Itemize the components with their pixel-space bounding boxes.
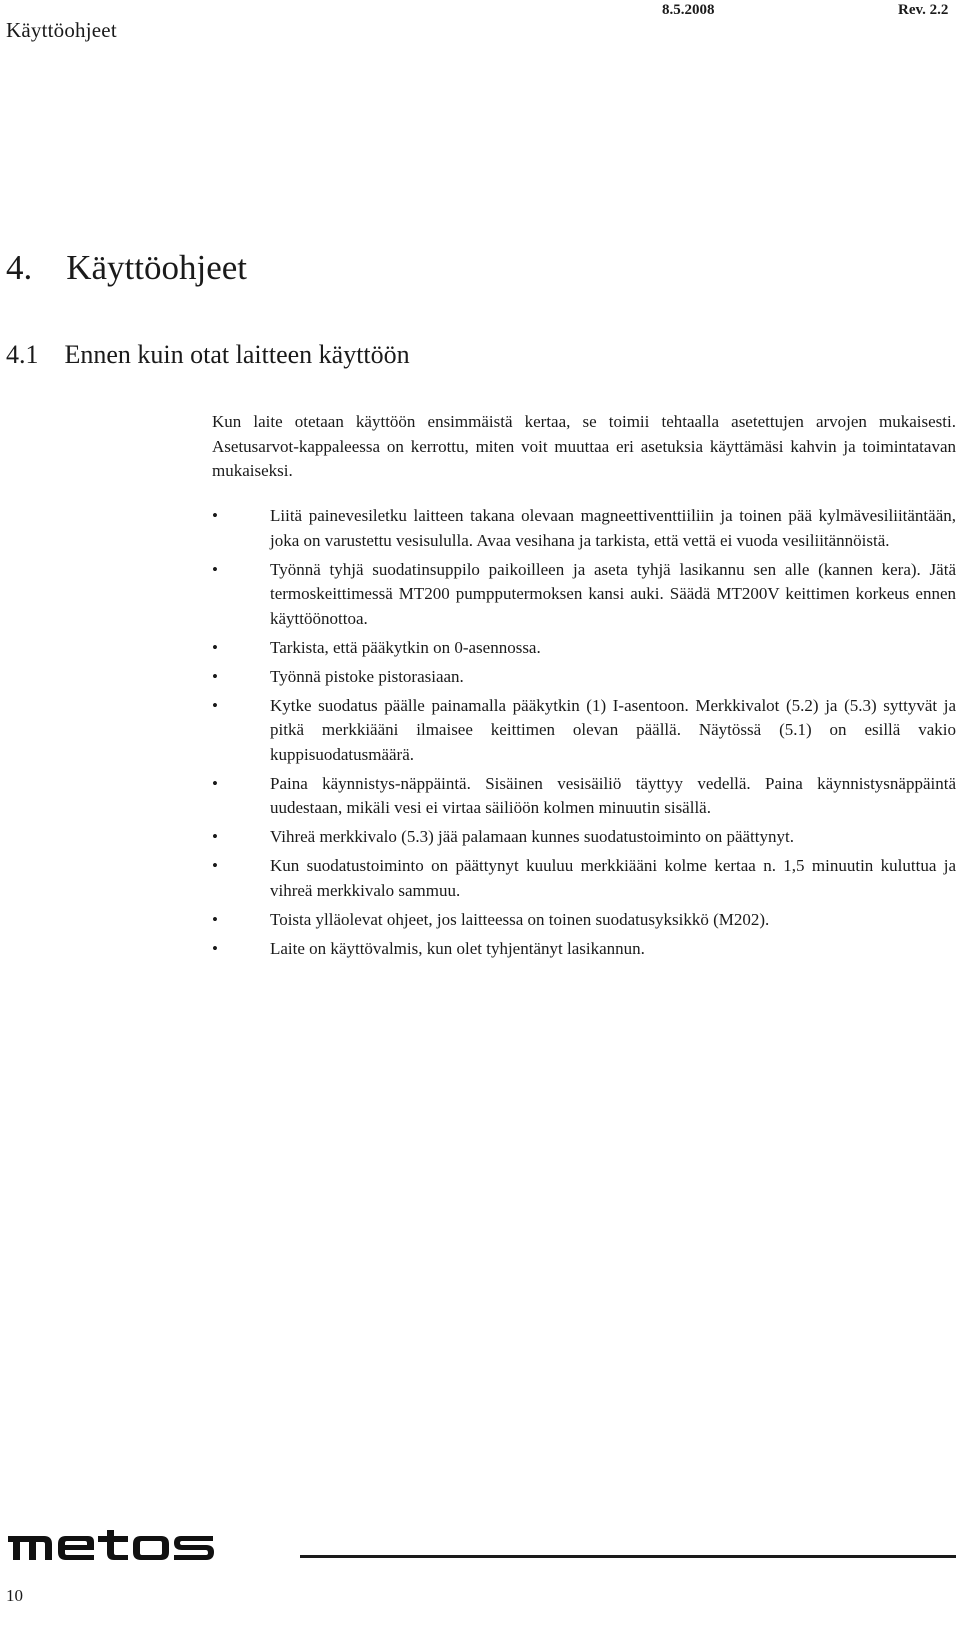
- section-number: 4.1: [6, 340, 39, 369]
- bullet-icon: •: [212, 938, 218, 958]
- list-item: [212, 636, 956, 661]
- bullet-icon: •: [212, 695, 218, 715]
- list-item: [212, 854, 956, 903]
- bullet-icon: •: [212, 773, 218, 793]
- bullet-icon: •: [212, 856, 218, 875]
- bullet-icon: •: [212, 909, 218, 929]
- list-item: [212, 772, 956, 821]
- list-item-text: Kun suodatustoiminto on päättynyt kuuluu merkkiääni kolme kertaa n. 1,5 minuutin kuluttua ja vihreä merkkivalo sammuu.: [270, 856, 956, 900]
- bullet-icon: •: [212, 559, 218, 579]
- chapter-heading: [6, 248, 247, 288]
- list-item-text: Paina käynnistys-näppäintä. Sisäinen vesisäiliö täyttyy vedellä. Paina käynnistysnäppäintä uudestaan, mikäli vesi ei virtaa säiliöön kolmen minuutin sisällä.: [270, 773, 956, 817]
- bullet-icon: •: [212, 637, 218, 657]
- list-item-text: Työnnä tyhjä suodatinsuppilo paikoilleen ja aseta tyhjä lasikannu sen alle (kannen kera). Jätä termoskeittimessä MT200 pumpputermoksen kansi auki. Säädä MT200V keittimen korkeus ennen käyttöönottoa.: [270, 559, 956, 628]
- running-header-title: Käyttöohjeet: [6, 18, 117, 42]
- footer-rule: [300, 1555, 956, 1558]
- list-item: [212, 825, 956, 850]
- page-number: 10: [6, 1586, 23, 1605]
- chapter-title: Käyttöohjeet: [66, 248, 248, 287]
- list-item-text: Laite on käyttövalmis, kun olet tyhjentänyt lasikannun.: [270, 938, 645, 958]
- bullet-icon: •: [212, 666, 218, 686]
- list-item-text: Tarkista, että pääkytkin on 0-asennossa.: [270, 637, 541, 657]
- chapter-number: 4.: [6, 248, 33, 287]
- bullet-icon: •: [212, 506, 218, 525]
- bullet-icon: •: [212, 827, 218, 846]
- metos-logo: [6, 1526, 216, 1566]
- list-item-text: Vihreä merkkivalo (5.3) jää palamaan kunnes suodatustoiminto on päättynyt.: [270, 827, 794, 846]
- instruction-list: [212, 504, 956, 966]
- section-title: Ennen kuin otat laitteen käyttöön: [64, 340, 410, 369]
- list-item: [212, 665, 956, 690]
- list-item-text: Työnnä pistoke pistorasiaan.: [270, 666, 464, 686]
- list-item: [212, 558, 956, 632]
- running-header-date: 8.5.2008: [662, 2, 715, 18]
- section-heading: [6, 340, 410, 370]
- intro-paragraph: Kun laite otetaan käyttöön ensimmäistä kertaa, se toimii tehtaalla asetettujen arvojen mukaisesti. Asetusarvot-kappaleessa on kerrottu, miten voit muuttaa eri asetuksia käyttämäsi kahvin ja toimintatavan mukaiseksi.: [212, 412, 956, 480]
- list-item-text: Toista ylläolevat ohjeet, jos laitteessa on toinen suodatusyksikkö (M202).: [270, 909, 770, 929]
- list-item-text: Kytke suodatus päälle painamalla pääkytkin (1) I-asentoon. Merkkivalot (5.2) ja (5.3) syttyvät ja pitkä merkkiääni ilmaisee keittimen olevan päällä. Näytössä (5.1) on esillä vakio kuppisuodatusmäärä.: [270, 695, 956, 764]
- list-item: [212, 694, 956, 768]
- running-header-revision: Rev. 2.2: [898, 2, 949, 18]
- list-item: [212, 937, 956, 962]
- list-item: [212, 908, 956, 933]
- list-item: [212, 504, 956, 553]
- list-item-text: Liitä painevesiletku laitteen takana olevaan magneettiventtiiliin ja toinen pää kylmävesiliitäntään, joka on varustettu vesisululla. Avaa vesihana ja tarkista, että vettä ei vuoda vesiliitännöistä.: [270, 506, 956, 550]
